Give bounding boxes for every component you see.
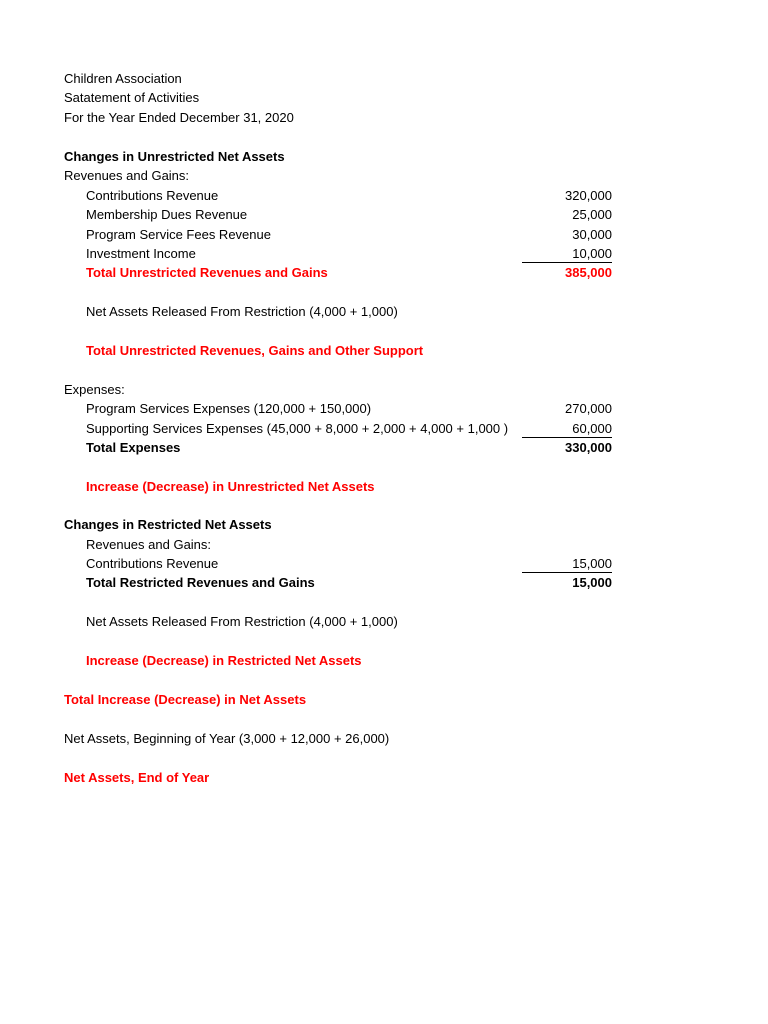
beginning-net-assets-label: Net Assets, Beginning of Year (3,000 + 12,000 + 26,000) [64, 731, 390, 746]
line-item [0, 420, 768, 438]
total-support-label: Total Unrestricted Revenues, Gains and Other Support [86, 343, 424, 358]
line-item-label: Contributions Revenue [86, 556, 219, 571]
total-line [0, 264, 768, 282]
organization-name: Children Association [64, 71, 182, 86]
restricted-heading: Changes in Restricted Net Assets [64, 517, 272, 532]
line-item-label: Program Service Fees Revenue [86, 227, 271, 242]
unrestricted-heading: Changes in Unrestricted Net Assets [64, 149, 285, 164]
unrestricted-change-row [0, 478, 768, 496]
line-item [0, 400, 768, 418]
ending-net-assets-label: Net Assets, End of Year [64, 770, 210, 785]
unrestricted-heading-row [0, 148, 768, 166]
unrestricted-revenues-heading-row [0, 167, 768, 185]
expenses-heading-row [0, 381, 768, 399]
line-item [0, 245, 768, 263]
line-item-amount: 25,000 [572, 207, 612, 222]
restricted-change-label: Increase (Decrease) in Restricted Net Assets [86, 653, 362, 668]
total-expenses-amount: 330,000 [565, 440, 612, 455]
total-expenses-label: Total Expenses [86, 440, 181, 455]
line-item-amount: 320,000 [565, 188, 612, 203]
period-row [0, 109, 768, 127]
restricted-revenues-heading-row [0, 536, 768, 554]
restricted-revenues-heading: Revenues and Gains: [86, 537, 212, 552]
line-item-label: Contributions Revenue [86, 188, 219, 203]
total-unrestricted-revenues-label: Total Unrestricted Revenues and Gains [86, 265, 328, 280]
line-item-amount: 10,000 [522, 245, 612, 263]
released-row [0, 303, 768, 321]
line-item-amount: 60,000 [522, 420, 612, 438]
line-item-label: Supporting Services Expenses (45,000 + 8,000 + 2,000 + 4,000 + 1,000 ) [86, 421, 509, 436]
ending-row [0, 769, 768, 787]
total-line [0, 574, 768, 592]
total-line [0, 439, 768, 457]
total-unrestricted-revenues-amount: 385,000 [565, 265, 612, 280]
total-restricted-revenues-amount: 15,000 [572, 575, 612, 590]
line-item [0, 187, 768, 205]
unrestricted-revenues-heading: Revenues and Gains: [64, 168, 190, 183]
total-support-row [0, 342, 768, 360]
unrestricted-change-label: Increase (Decrease) in Unrestricted Net Assets [86, 479, 375, 494]
restricted-change-row [0, 652, 768, 670]
expenses-heading: Expenses: [64, 382, 125, 397]
line-item-amount: 30,000 [572, 227, 612, 242]
line-item-amount: 15,000 [522, 555, 612, 573]
statement-title: Satatement of Activities [64, 90, 200, 105]
total-change-label: Total Increase (Decrease) in Net Assets [64, 692, 307, 707]
restricted-released-label: Net Assets Released From Restriction (4,000 + 1,000) [86, 614, 398, 629]
statement-title-row [0, 89, 768, 107]
line-item [0, 206, 768, 224]
beginning-row [0, 730, 768, 748]
line-item [0, 226, 768, 244]
total-change-row [0, 691, 768, 709]
total-restricted-revenues-label: Total Restricted Revenues and Gains [86, 575, 315, 590]
period-label: For the Year Ended December 31, 2020 [64, 110, 294, 125]
released-from-restriction-label: Net Assets Released From Restriction (4,000 + 1,000) [86, 304, 398, 319]
line-item-amount: 270,000 [565, 401, 612, 416]
org-name-row [0, 70, 768, 88]
line-item-label: Program Services Expenses (120,000 + 150,000) [86, 401, 372, 416]
restricted-heading-row [0, 516, 768, 534]
line-item-label: Membership Dues Revenue [86, 207, 248, 222]
line-item [0, 555, 768, 573]
restricted-released-row [0, 613, 768, 631]
line-item-label: Investment Income [86, 246, 196, 261]
